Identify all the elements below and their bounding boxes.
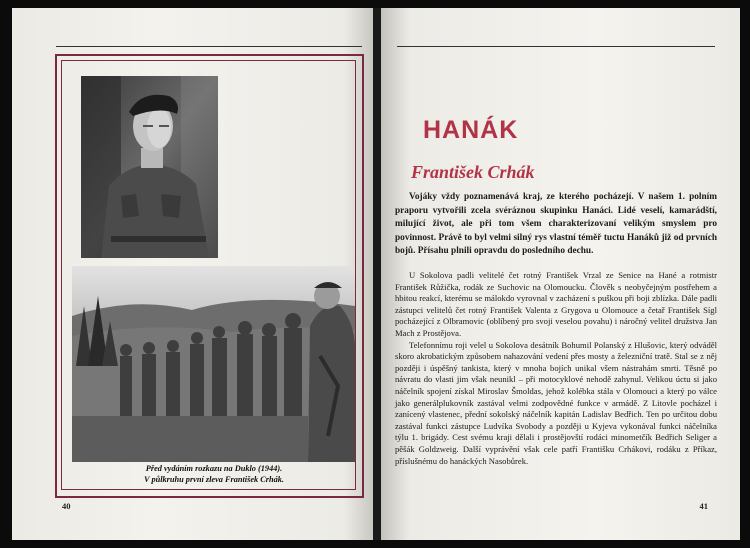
chapter-subtitle: František Crhák [411,162,535,182]
caption-line-2: V půlkruhu první zleva František Crhák. [143,474,284,484]
lead-text: Vojáky vždy poznamenává kraj, ze kterého pocházejí. V našem 1. polním praporu vytvořili zcela svéráznou skupinku Hanáci. Lidé veselí, kamarádští, milující život, ale při tom všem charakterizovaní velikým smyslem pro povinnost. Právě to byl velmi silný rys vlastní téměř tuctu Hanáků již od prvních bojů. Přísahu plnili opravdu do posledního dechu. [395,192,717,257]
right-page [381,8,740,540]
body-paragraph-1: U Sokolova padli velitelé čet rotný František Vrzal ze Senice na Hané a rotmistr František Růžička, rodák ze Suchovic na Olomoucku. Člověk s neobyčejným postřehem a hbitou reakcí, kterému se málokdo vyrovnal v zacházení s puškou při boji zblízka. Dále padli zástupci velitelů čet rotný František Valenta z Grygova u Olomouce a četař František Sígl pocházející z Olbramovic (oblíbený pro svoji veselou povahu) i náročný velitel družstva Jan Mach z Prostějova. [395,270,717,338]
book-gutter [373,8,381,540]
top-rule-right [397,46,715,47]
chapter-title: HANÁK [423,116,519,144]
lead-paragraph [395,191,717,259]
page-number-right: 41 [699,501,708,511]
book-spread [12,8,740,540]
portrait-photo [81,76,218,258]
body-text [395,270,717,467]
group-photo [72,266,355,462]
caption-line-1: Před vydáním rozkazu na Duklo (1944). [145,464,283,473]
left-page [12,8,373,540]
page-number-left: 40 [62,501,71,511]
body-paragraph-2: Telefonnímu roji velel u Sokolova desátník Bohumil Polanský z Hlušovic, který odváděl skoro akrobatickým způsobem nahazování vedení přes mosty a železniční tratě. Stal se z něj později i úspěšný tankista, který v mnoha bojích unikal všem nástrahám smrti. Těsně po návratu do vlasti jim však neunikl – při motocyklové nehodě zahynul. Velikou úctu si jako náčelník spojení získal Miroslav Šmoldas, jehož kolébka stála v Olomouci a který po válce jako generálplukovník zastával velmi zodpovědné funkce v armádě. Z Litovle pocházel i zanícený vlastenec, přední sokolský náčelník kapitán Ladislav Bedřich. Ten po určitou dobu zastával funkci zástupce Ludvíka Svobody a později u Kyjeva vykonával funkci náčelníka týlu 1. brigády. Cest svému kraji dělali i prostějovští rodáci minometčík Bedřich Seliger a pěšák Goldzweig. Další vyprávění však cele patří Františku Crhákovi, rodáku z Příkaz, příslušnému do hanáckých Nasobůrek. [395,339,717,466]
photo-caption [74,464,354,485]
top-rule [56,46,362,47]
